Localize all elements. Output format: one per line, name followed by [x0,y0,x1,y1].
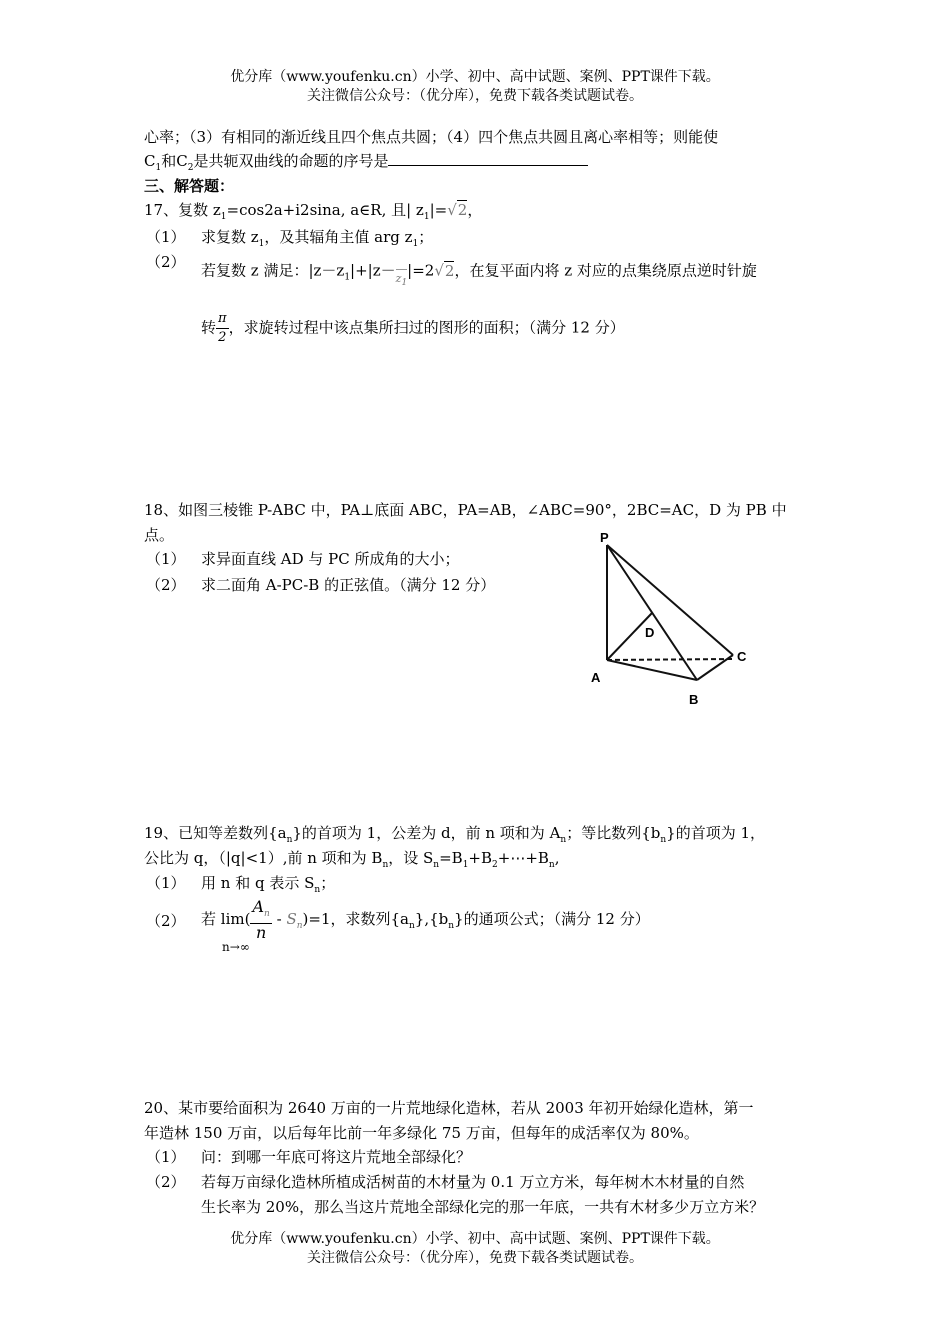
q20-stem: 20、某市要给面积为 2640 万亩的一片荒地绿化造林，若从 2003 年初开始绿化造林，第一 [144,1099,754,1117]
q19-stem: 19、已知等差数列$\{a_n\}$的首项为 1，公差为 d，前 n 项和为 $A_n$；等比数列$\{b_n\}$的首项为 1， [144,824,766,845]
label-A: A [591,670,601,685]
q18-part2-num: （2） [146,576,186,594]
label-D: D [645,625,655,640]
edge-AC-hidden [607,659,733,660]
q19-part2: 若 lim( $\frac{A_n}{n}$ - $S_n)=1$，求数列$\{a_n\},\{b_n\}$的通项公式；（满分 12 分） [201,897,650,943]
q18-part1: 求异面直线 AD 与 PC 所成角的大小； [201,550,460,568]
q20-part2: 若每万亩绿化造林所植成活树苗的木材量为 0.1 万立方米，每年树木木材量的自然 [201,1173,745,1191]
label-B: B [689,692,699,707]
header-line-1: 优分库（www.youfenku.cn）小学、初中、高中试题、案例、PPT课件下载。 [230,69,720,85]
header-line-2: 关注微信公众号：（优分库），免费下载各类试题试卷。 [307,88,643,104]
q20-part2-num: （2） [146,1173,186,1191]
q20-part2-cont: 生长率为 20%，那么当这片荒地全部绿化完的那一年底，一共有木材多少万立方米？ [201,1198,765,1216]
q17-part1: 求复数 $z_1$，及其辐角主值 arg $z_1$； [201,228,434,249]
answer-blank [388,151,588,166]
q18-part1-num: （1） [146,550,186,568]
pyramid-figure [585,530,765,720]
intro-line-2: $C_1$和$C_2$是共轭双曲线的命题的序号是 [144,150,588,179]
q19-part2-num: （2） [146,912,186,930]
label-P: P [600,530,609,545]
section-title: 三、解答题： [144,177,235,195]
footer-line-1: 优分库（www.youfenku.cn）小学、初中、高中试题、案例、PPT课件下载。 [230,1231,720,1247]
q20-stem-2: 年造林 150 万亩，以后每年比前一年多绿化 75 万亩，但每年的成活率仅为 80%。 [144,1124,699,1142]
lim-subscript: n→∞ [222,940,250,954]
q20-part1-num: （1） [146,1148,186,1166]
q18-stem-2: 点。 [144,526,175,544]
label-C: C [737,649,747,664]
q18-stem: 18、如图三棱锥 P-ABC 中，PA⊥底面 ABC，PA=AB，∠ABC=90°，2BC=AC，D 为 PB 中 [144,501,787,519]
q17-part1-num: （1） [146,228,186,246]
q19-part1: 用 n 和 q 表示 $S_n$； [201,874,336,895]
q17-part2-num: （2） [146,253,186,271]
footer-line-2: 关注微信公众号：（优分库），免费下载各类试题试卷。 [307,1250,643,1266]
q18-part2: 求二面角 A-PC-B 的正弦值。（满分 12 分） [201,576,496,594]
q17-stem: 17、复数 $z_1=\cos 2a+i2\sin a$, a∈R, 且| $z_1|=√2$， [144,201,483,222]
edge-AB [607,660,697,680]
intro-line-1: 心率；（3）有相同的渐近线且四个焦点共圆；（4）四个焦点共圆且离心率相等；则能使 [144,128,719,146]
q17-part2-cont: 转 $\frac{\pi}{2}$ ，求旋转过程中该点集所扫过的图形的面积；（满分 12 分） [201,311,625,345]
q19-part1-num: （1） [146,874,186,892]
q17-part2: 若复数 z 满足：$|z-z_1|+|z-$ $z_1$ |=2√2，在复平面内将 z 对应的点集绕原点逆时针旋 [201,251,757,292]
q19-stem-2: 公比为 q，（|q|<1）,前 n 项和为 $B_n$，设 $S_n=B_1+B_2+\cdots+B_n$, [144,849,560,870]
q20-part1: 问：到哪一年底可将这片荒地全部绿化？ [201,1148,472,1166]
